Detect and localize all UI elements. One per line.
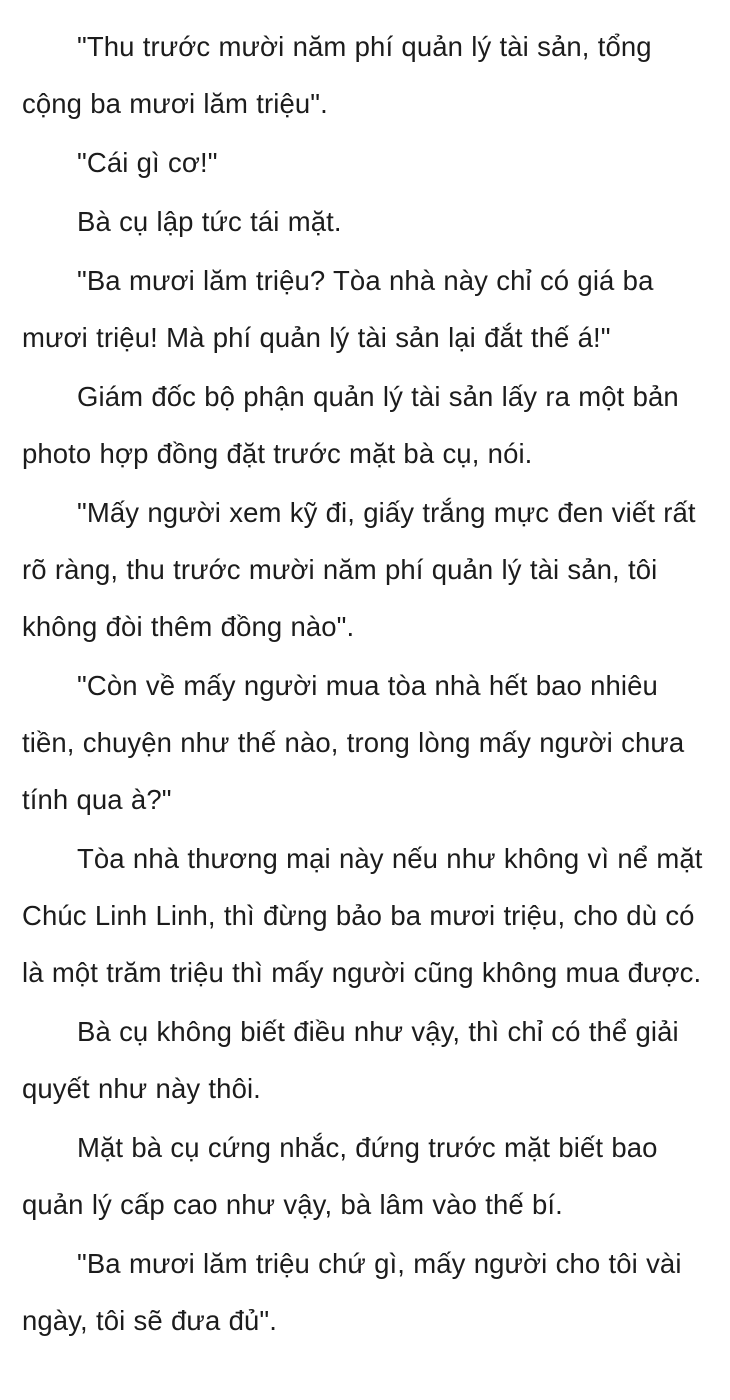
- paragraph: Mặt bà cụ cứng nhắc, đứng trước mặt biết bao quản lý cấp cao như vậy, bà lâm vào thế bí.: [22, 1132, 658, 1220]
- paragraph: "Còn về mấy người mua tòa nhà hết bao nhiêu tiền, chuyện như thế nào, trong lòng mấy người chưa tính qua à?": [22, 670, 685, 815]
- paragraph: "Thu trước mười năm phí quản lý tài sản, tổng cộng ba mươi lăm triệu".: [22, 31, 652, 119]
- paragraph: Bà cụ lập tức tái mặt.: [77, 206, 342, 237]
- paragraph: "Ba mươi lăm triệu chứ gì, mấy người cho tôi vài ngày, tôi sẽ đưa đủ".: [22, 1248, 682, 1336]
- paragraph: "Ba mươi lăm triệu? Tòa nhà này chỉ có giá ba mươi triệu! Mà phí quản lý tài sản lại đắt thế á!": [22, 265, 654, 353]
- paragraph: "Mấy người xem kỹ đi, giấy trắng mực đen viết rất rõ ràng, thu trước mười năm phí quản lý tài sản, tôi không đòi thêm đồng nào".: [22, 497, 696, 642]
- paragraph: Bà cụ không biết điều như vậy, thì chỉ có thể giải quyết như này thôi.: [22, 1016, 679, 1104]
- paragraph: "Cái gì cơ!": [77, 147, 218, 178]
- paragraph: Tòa nhà thương mại này nếu như không vì nể mặt Chúc Linh Linh, thì đừng bảo ba mươi triệu, cho dù có là một trăm triệu thì mấy người cũng không mua được.: [22, 843, 703, 988]
- paragraph: Giám đốc bộ phận quản lý tài sản lấy ra một bản photo hợp đồng đặt trước mặt bà cụ, nói.: [22, 381, 679, 469]
